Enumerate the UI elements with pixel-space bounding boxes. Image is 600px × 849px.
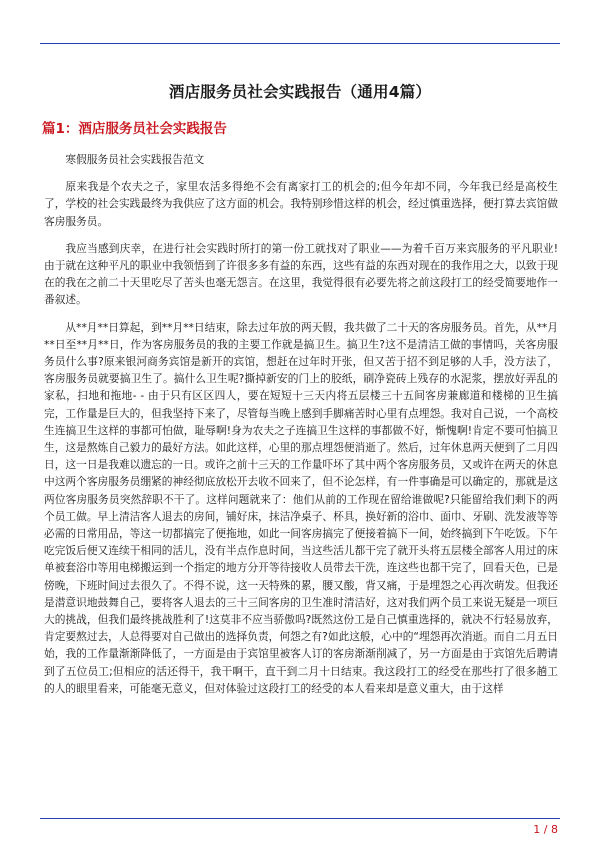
paragraph-1: 原来我是个农夫之子，家里农活多得绝不会有离家打工的机会的;但今年却不同，今年我已经是高校生了，学校的社会实践最终为我供应了这方面的机会。我特别珍惜这样的机会，经过慎重选择，便打算去宾馆做客房服务员。	[44, 180, 558, 228]
footer-rule	[40, 818, 560, 819]
header-rule	[40, 43, 560, 44]
section-heading: 篇1：酒店服务员社会实践报告	[42, 121, 227, 137]
paragraph-2: 我应当感到庆幸，在进行社会实践时所打的第一份工就找对了职业——为着千百万来宾服务的平凡职业!由于就在这种平凡的职业中我领悟到了许很多多有益的东西，这些有益的东西对现在的我作用之大，以致于现在的我在之前二十天里吃尽了苦头也毫无怨言。在这里，我觉得很有必要先将之前这段打工的经受简要地作一番叙述。	[44, 241, 558, 307]
page-number: 1 / 8	[533, 823, 558, 836]
document-title: 酒店服务员社会实践报告（通用4篇）	[168, 83, 432, 101]
document-body	[44, 151, 558, 707]
document-subtitle: 寒假服务员社会实践报告范文	[65, 153, 205, 166]
paragraph-3: 从**月**日算起，到**月**日结束，除去过年放的两天假，我共做了二十天的客房服务员。首先，从**月**日至**月**日，作为客房服务员的我的主要工作就是搞卫生。搞卫生?这不是清洁工做的事情吗，关客房服务员什么事?原来银河商务宾馆是新开的宾馆，想赶在过年时开张，但又苦于招不到足够的人手，没方法了，客房服务员就要搞卫生了。搞什么卫生呢?撕掉新安的门上的胶纸，刷净瓷砖上残存的水泥浆，摆放好弄乱的家私，扫地和拖地- - 由于只有区区四人，要在短短十三天内将五层楼三十五间客房兼廊道和楼梯的卫生搞完，工作量是巨大的，但我坚持下来了，尽管每当晚上感到手脚痛苦时心里有点埋怨。我对自己说，一个高校生连搞卫生这样的事都可怕做，耻辱啊!身为农夫之子连搞卫生这样的事都做不好，惭愧啊!肯定不要可怕搞卫生，这是熬炼自己毅力的最好方法。如此这样，心里的那点埋怨便消逝了。然后，过年休息两天便到了二月四日，这一日是我难以遗忘的一日。或许之前十三天的工作量吓坏了其中两个客房服务员，又或许在两天的休息中这两个客房服务员绷紧的神经彻底放松开去收不回来了，但不论怎样，有一件事确是可以确定的，那就是这两位客房服务员突然辞职不干了。这样问题就来了：他们从前的工作现在留给谁做呢?只能留给我们剩下的两个员工做。早上清洁客人退去的房间，铺好床，抹洁净桌子、杯具，换好新的浴巾、面巾、牙刷、洗发液等等必需的日常用品，等这一切都搞完了便拖地，如此一间客房搞完了便接着搞下一间，始终搞到下午吃饭。下午吃完饭后便又连续干相同的活儿，没有半点作息时间，当这些活儿都干完了就开头将五层楼全部客人用过的床单被套浴巾等用电梯搬运到一个指定的地方分开等待接收人员带去干洗，连这些也都干完了，回看天色，已是傍晚，下班时间过去很久了。不得不说，这一天特殊的累，腰又酸，背又痛，于是埋怨之心再次萌发。但我还是潜意识地鼓舞自己，要将客人退去的三十三间客房的卫生准时清洁好，这对我们两个员工来说无疑是一项巨大的挑战，但我们最终挑战胜利了!这莫非不应当骄傲吗?既然这份工是自己慎重选择的，就决不行轻易放弃，肯定要熬过去，人总得要对自己做出的选择负责，何怨之有?如此这般，心中的“埋怨再次消逝。而自二月五日始，我的工作量渐渐降低了，一方面是由于宾馆里被客人订的客房渐渐削减了，另一方面是由于宾馆先后聘请到了五位员工;但相应的活还得干，我干啊干，直干到二月十日结束。我这段打工的经受在那些打了很多趟工的人的眼里看来，可能毫无意义，但对体验过这段打工的经受的本人看来却是意义重大，由于这样	[44, 320, 558, 695]
